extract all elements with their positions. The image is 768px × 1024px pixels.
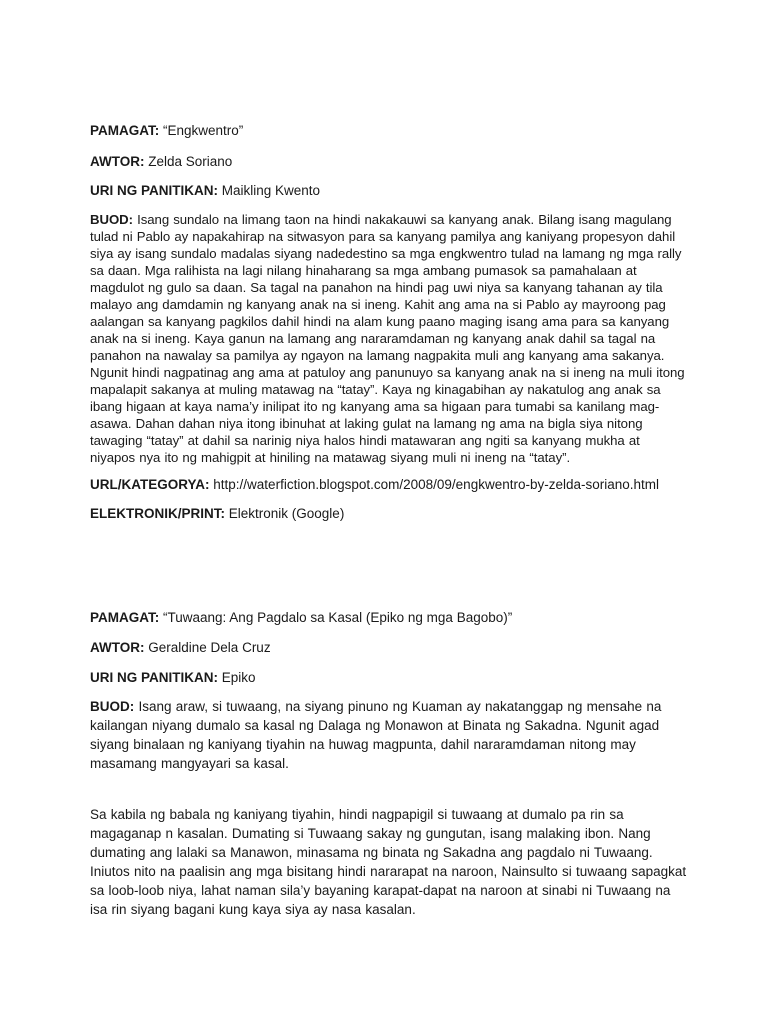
author-line — [90, 153, 688, 170]
author-label: AWTOR: — [90, 640, 145, 655]
summary-label: BUOD: — [90, 699, 135, 714]
summary-paragraph — [90, 697, 688, 773]
continuation-paragraph: Sa kabila ng babala ng kaniyang tiyahin, hindi nagpapigil si tuwaang at dumalo pa rin sa magaganap n kasalan. Dumating si Tuwaang sakay ng gungutan, isang malaking ibon. Nang dumating ang lalaki sa Manawon, minasama ng binata ng Sakadna ang pagdalo ni Tuwaang. Iniutos nito na paalisin ang mga bisitang hindi nararapat na naroon, Nainsulto si tuwaang sapagkat sa loob-loob niya, lahat naman sila’y bayaning karapat-dapat na naroon at sinabi ni Tuwaang na isa rin siyang bagani kung kaya siya ay nasa kasalan. — [90, 807, 687, 917]
media-label: ELEKTRONIK/PRINT: — [90, 506, 225, 521]
genre-value: Epiko — [221, 670, 256, 685]
summary-label: BUOD: — [90, 212, 133, 227]
genre-line — [90, 669, 688, 686]
author-value: Geraldine Dela Cruz — [148, 640, 271, 655]
summary-value: Isang araw, si tuwaang, na siyang pinuno ng Kuaman ay nakatanggap ng mensahe na kailangan niyang dumalo sa kasal ng Dalaga ng Monawon at Binata ng Sakadna. Ngunit agad siyang binalaan ng kaniyang tiyahin na huwag magpunta, dahil nararamdaman nitong may masamang mangyayari sa kasal. — [90, 699, 662, 771]
author-label: AWTOR: — [90, 154, 145, 169]
url-value[interactable]: http://waterfiction.blogspot.com/2008/09/engkwentro-by-zelda-soriano.html — [213, 477, 660, 492]
summary-paragraph — [90, 211, 688, 466]
media-value: Elektronik (Google) — [228, 506, 345, 521]
title-label: PAMAGAT: — [90, 610, 160, 625]
genre-label: URI NG PANITIKAN: — [90, 670, 218, 685]
genre-label: URI NG PANITIKAN: — [90, 183, 218, 198]
url-label: URL/KATEGORYA: — [90, 477, 210, 492]
entry-engkwentro — [90, 122, 688, 522]
genre-line — [90, 182, 688, 199]
genre-value: Maikling Kwento — [221, 183, 321, 198]
title-line — [90, 122, 688, 139]
author-value: Zelda Soriano — [148, 154, 233, 169]
author-line — [90, 639, 688, 656]
media-line — [90, 505, 688, 522]
title-line — [90, 609, 688, 626]
url-line — [90, 476, 688, 493]
title-value: “Tuwaang: Ang Pagdalo sa Kasal (Epiko ng mga Bagobo)” — [163, 610, 513, 625]
summary-value: Isang sundalo na limang taon na hindi nakakauwi sa kanyang anak. Bilang isang magulang tulad ni Pablo ay napakahirap na sitwasyon para sa kanyang pamilya ang kaniyang propesyon dahil siya ay isang sundalo madalas siyang nadedestino sa mga engkwentro tulad na lamang ng mga rally sa daan. Mga ralihista na lagi nilang hinaharang sa mga ambang pumasok sa pamahalaan at magdulot ng gulo sa daan. Sa tagal na panahon na hindi pag uwi niya sa kanyang tahanan ay tila malayo ang damdamin ng kanyang anak na si ineng. Kahit ang ama na si Pablo ay mayroong pag aalangan sa kanyang pagkilos dahil hindi na alam kung paano maging isang ama para sa kanyang anak na si ineng. Kaya ganun na lamang ang nararamdaman ng kanyang anak dahil sa tagal na panahon na nawalay sa pamilya ay ngayon na lamang nagpakita muli ang kanyang ama sakanya. Ngunit hindi nagpatinag ang ama at patuloy ang panunuyo sa kanyang anak na si ineng na muli itong mapalapit sakanya at muling matawag na “tatay”. Kaya ng kinagabihan ay nakatulog ang anak sa ibang higaan at kaya nama’y inilipat ito ng kanyang ama sa higaan para tumabi sa kanilang mag-asawa. Dahan dahan niya itong ibinuhat at laking gulat na lamang ng ama na bigla siya nitong tawaging “tatay” at dahil sa narinig niya halos hindi matawaran ang ngiti sa kanyang mukha at niyapos nya ito ng mahigpit at hiniling na matawag siyang muli ni ineng na “tatay”. — [90, 212, 685, 465]
title-value: “Engkwentro” — [163, 123, 244, 138]
entry-tuwaang — [90, 609, 688, 919]
title-label: PAMAGAT: — [90, 123, 160, 138]
